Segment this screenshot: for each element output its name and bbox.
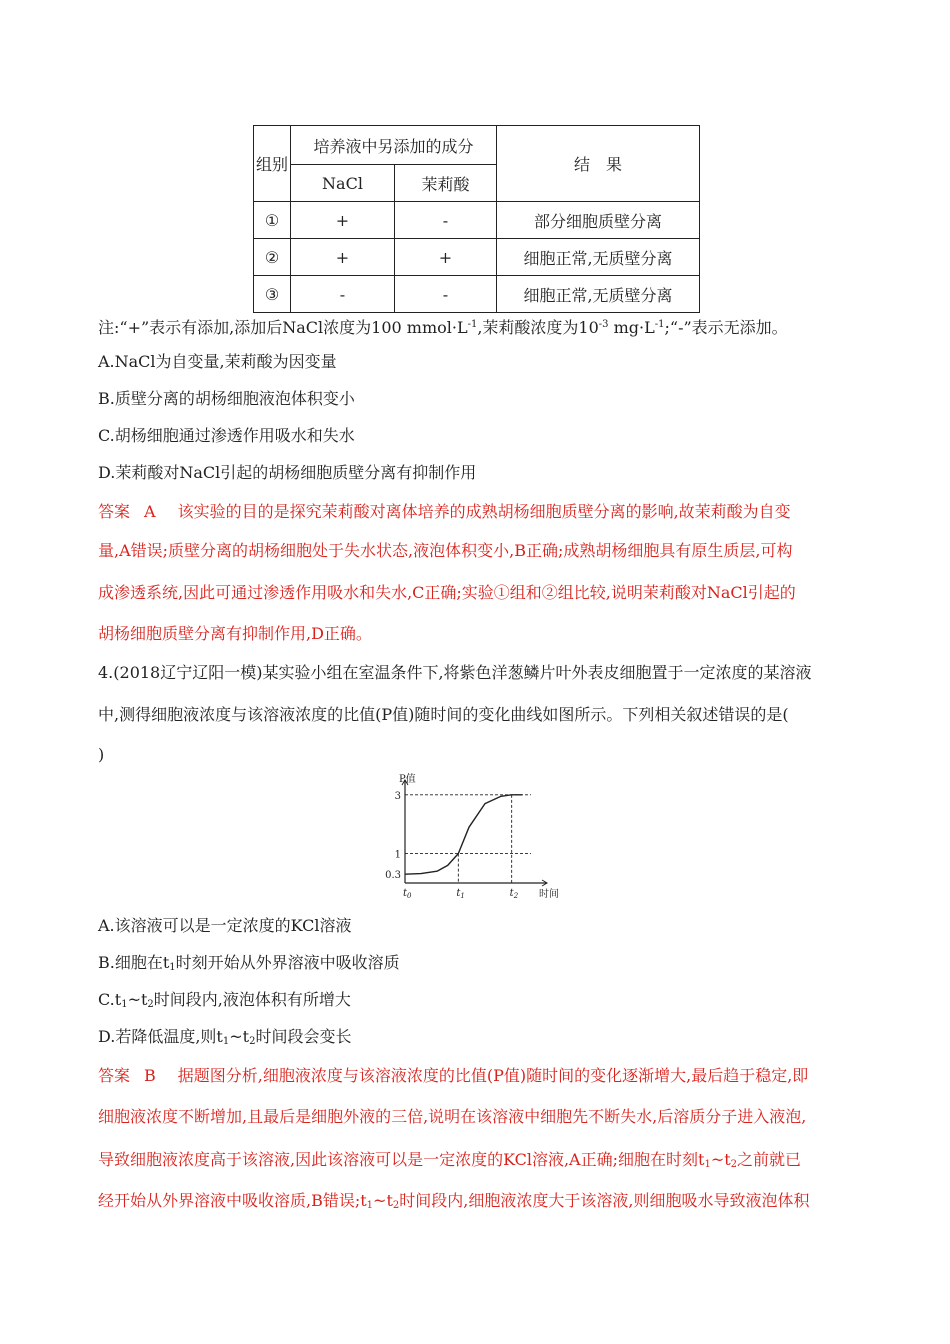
answer4-line4: 经开始从外界溶液中吸收溶质,B错误$;t_1\sim t_2$时间段内,细胞液浓度大于该溶液,则细胞吸水导致液泡体积 xyxy=(98,1191,810,1211)
table-row xyxy=(254,202,700,239)
x-tick-label: $t_2$ xyxy=(509,888,519,900)
cell-result: 细胞正常,无质壁分离 xyxy=(497,276,700,313)
q4-option-a: A.该溶液可以是一定浓度的KCl溶液 xyxy=(98,916,352,935)
y-tick-label: 1 xyxy=(394,849,401,861)
x-tick-label: $t_0$ xyxy=(403,888,412,900)
cell-group: ③ xyxy=(254,276,291,313)
q4-option-b: B.细胞在$t_1$时刻开始从外界溶液中吸收溶质 xyxy=(98,953,400,973)
answer3-line4: 胡杨细胞质壁分离有抑制作用,D正确。 xyxy=(98,624,372,643)
answer4-line2: 细胞液浓度不断增加,且最后是细胞外液的三倍,说明在该溶液中细胞先不断失水,后溶质分子进入液泡, xyxy=(98,1107,807,1126)
cell-jas: - xyxy=(395,202,497,239)
cell-group: ① xyxy=(254,202,291,239)
q3-option-d: D.茉莉酸对NaCl引起的胡杨细胞质壁分离有抑制作用 xyxy=(98,463,477,482)
cell-nacl: + xyxy=(291,239,395,276)
cell-jas: + xyxy=(395,239,497,276)
header-group: 组别 xyxy=(254,126,291,202)
header-added: 培养液中另添加的成分 xyxy=(291,126,497,165)
y-axis-label: P值 xyxy=(399,774,416,785)
header-result: 结 果 xyxy=(497,126,700,202)
q4-stem-line2: 中,测得细胞液浓度与该溶液浓度的比值(P值)随时间的变化曲线如图所示。下列相关叙述错误的是( xyxy=(98,705,789,724)
q4-option-d: D.若降低温度,则$t_1\sim t_2$时间段会变长 xyxy=(98,1027,352,1047)
cell-jas: - xyxy=(395,276,497,313)
x-tick-label: $t_1$ xyxy=(456,888,465,900)
p-value-chart xyxy=(365,772,565,902)
header-jasmonic: 茉莉酸 xyxy=(395,165,497,202)
results-table xyxy=(253,125,700,313)
answer4-line3: 导致细胞液浓度高于该溶液,因此该溶液可以是一定浓度的KCl溶液,A正确;细胞在时刻$t_1\sim t_2$之前就已 xyxy=(98,1150,802,1170)
q3-option-c: C.胡杨细胞通过渗透作用吸水和失水 xyxy=(98,426,355,445)
table-row xyxy=(254,276,700,313)
q3-option-b: B.质壁分离的胡杨细胞液泡体积变小 xyxy=(98,389,355,408)
cell-result: 细胞正常,无质壁分离 xyxy=(497,239,700,276)
x-axis-label: 时间 xyxy=(539,889,559,900)
p-value-series-line xyxy=(405,795,522,874)
header-nacl: NaCl xyxy=(291,165,395,202)
answer3-line1: 答案 A 该实验的目的是探究茉莉酸对离体培养的成熟胡杨细胞质壁分离的影响,故茉莉酸为自变 xyxy=(98,502,791,521)
cell-group: ② xyxy=(254,239,291,276)
answer3-line3: 成渗透系统,因此可通过渗透作用吸水和失水,C正确;实验①组和②组比较,说明茉莉酸对NaCl引起的 xyxy=(98,583,796,602)
q4-option-c: $C.t_1\sim t_2$时间段内,液泡体积有所增大 xyxy=(98,990,351,1010)
q3-option-a: A.NaCl为自变量,茉莉酸为因变量 xyxy=(98,352,337,371)
table-note: 注:“+”表示有添加,添加后NaCl浓度为100 $mmol\cdot L^{-1}$,茉莉酸浓度为$10^{-3}$ $mg\cdot L^{-1};“-$”表示无添加。 xyxy=(98,318,788,337)
answer3-line2: 量,A错误;质壁分离的胡杨细胞处于失水状态,液泡体积变小,B正确;成熟胡杨细胞具有原生质层,可构 xyxy=(98,541,793,560)
y-tick-label: 0.3 xyxy=(385,870,401,882)
y-tick-label: 3 xyxy=(394,790,401,802)
cell-nacl: - xyxy=(291,276,395,313)
cell-nacl: + xyxy=(291,202,395,239)
answer4-line1: 答案 B 据题图分析,细胞液浓度与该溶液浓度的比值(P值)随时间的变化逐渐增大,最后趋于稳定,即 xyxy=(98,1066,809,1085)
q4-stem-line3: ) xyxy=(98,745,105,764)
cell-result: 部分细胞质壁分离 xyxy=(497,202,700,239)
table-row xyxy=(254,239,700,276)
q4-stem-line1: 4.(2018辽宁辽阳一模)某实验小组在室温条件下,将紫色洋葱鳞片叶外表皮细胞置于一定浓度的某溶液 xyxy=(98,663,812,682)
